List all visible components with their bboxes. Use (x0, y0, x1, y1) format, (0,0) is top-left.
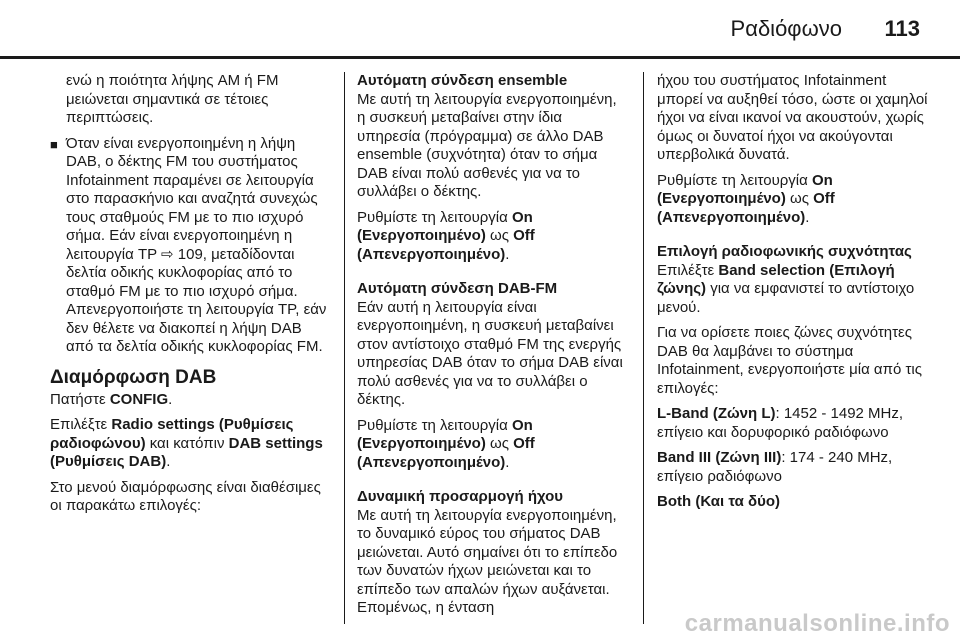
dab-settings-label: DAB settings (Ρυθμίσεις DAB) (50, 434, 323, 470)
option-both: Both (Και τα δύο) (657, 493, 781, 510)
auto-ensemble-text: Με αυτή τη λειτουργία ενεργοποιημένη, η συσκευή μεταβαίνει στην ίδια υπηρεσία (πρόγραμμα) σε άλλο DAB ensemble (συχνότητα) όταν το σήμα DAB είναι πολύ ασθενές για να το συλλάβει ο δέκτης. (357, 90, 617, 200)
watermark: carmanualsonline.info (684, 610, 950, 637)
subsection-title-dab-fm: Αυτόματη σύνδεση DAB-FM (357, 280, 558, 297)
header-rule (0, 56, 960, 59)
bullet-square-icon: ■ (50, 136, 58, 152)
column-2 (357, 72, 629, 632)
page-number: 113 (884, 16, 920, 41)
dab-fm-text: Εάν αυτή η λειτουργία είναι ενεργοποιημένη, η συσκευή μεταβαίνει στον αντίστοιχο σταθμό FM της ενεργής υπηρεσίας DAB όταν το σήμα DAB είναι πολύ ασθενές για να το συλλάβει ο δέκτης. (357, 298, 623, 408)
option-band-iii: Band III (Ζώνη III): 174 - 240 MHz, επίγειο ραδιόφωνο (657, 449, 893, 485)
dab-fm-setting: Ρυθμίστε τη λειτουργία On (Ενεργοποιημένο) ως Off (Απενεργοποιημένο). (357, 416, 535, 471)
select-settings-paragraph: Επιλέξτε Radio settings (Ρυθμίσεις ραδιοφώνου) και κατόπιν DAB settings (Ρυθμίσεις DAB). (50, 416, 323, 470)
press-config-paragraph: Πατήστε CONFIG. (50, 390, 173, 408)
auto-ensemble-setting: Ρυθμίστε τη λειτουργία On (Ενεργοποιημένο) ως Off (Απενεργοποιημένο). (357, 208, 535, 263)
band-selection-paragraph: Επιλέξτε Band selection (Επιλογή ζώνης) για να εμφανιστεί το αντίστοιχο μενού. (657, 261, 915, 316)
dynamic-audio-text: Με αυτή τη λειτουργία ενεργοποιημένη, το δυναμικό εύρος του σήματος DAB μειώνεται. Αυτό σημαίνει ότι το επίπεδο των δυνατών ήχων μειώνεται και το επίπεδο των απαλών ήχων αυξάνεται. Επομένως, η ένταση (357, 506, 618, 616)
subsection-title-auto-ensemble: Αυτόματη σύνδεση ensemble (357, 72, 568, 89)
option-l-band: L-Band (Ζώνη L): 1452 - 1492 MHz, επίγειο και δορυφορικό ραδιόφωνο (657, 405, 904, 441)
section-heading-dab-config: Διαμόρφωση DAB (50, 366, 217, 388)
column-1 (50, 72, 328, 632)
column-3 (657, 72, 929, 632)
subsection-title-band-selection: Επιλογή ραδιοφωνικής συχνότητας (657, 243, 912, 260)
continued-paragraph: ενώ η ποιότητα λήψης AM ή FM μειώνεται σημαντικά σε τέτοιες περιπτώσεις. (66, 72, 279, 126)
column-divider-1 (344, 72, 345, 624)
radio-settings-label: Radio settings (Ρυθμίσεις ραδιοφώνου) (50, 416, 294, 452)
subsection-title-dynamic-audio: Δυναμική προσαρμογή ήχου (357, 488, 563, 505)
page-title: Ραδιόφωνο (730, 16, 842, 41)
band-selection-explanation: Για να ορίσετε ποιες ζώνες συχνότητες DAB θα λαμβάνει το σύστημα Infotainment, ενεργοποιήστε μία από τις επιλογές: (657, 324, 922, 397)
continued-paragraph-col3: ήχου του συστήματος Infotainment μπορεί να αυξηθεί τόσο, ώστε οι χαμηλοί ήχοι να είναι ικανοί να ακουστούν, χωρίς όμως οι δυνατοί ήχοι να ακούγονται υπερβολικά δυνατά. (657, 72, 928, 163)
dynamic-audio-setting: Ρυθμίστε τη λειτουργία On (Ενεργοποιημένο) ως Off (Απενεργοποιημένο). (657, 171, 835, 226)
list-item (50, 135, 328, 357)
column-divider-2 (643, 72, 644, 624)
band-selection-label: Band selection (Επιλογή ζώνης) (657, 261, 895, 297)
page-header (0, 0, 960, 54)
menu-options-paragraph: Στο μενού διαμόρφωσης είναι διαθέσιμες οι παρακάτω επιλογές: (50, 478, 321, 514)
bullet-text: Όταν είναι ενεργοποιημένη η λήψη DAB, ο δέκτης FM του συστήματος Infotainment παραμένει σε λειτουργία στο παρασκήνιο και αναζητά συνεχώς τους σταθμούς FM με το πιο ισχυρό σήμα. Εάν είναι ενεργοποιημένη η λειτουργία TP ⇨ 109, μεταδίδονται δελτία οδικής κυκλοφορίας από το σταθμό FM με το πιο ισχυρό σήμα. Απενεργοποιήστε τη λειτουργία TP, εάν δεν θέλετε να διακοπεί η λήψη DAB από τα δελτία οδικής κυκλοφορίας FM. (66, 134, 327, 355)
config-key: CONFIG (109, 390, 169, 408)
